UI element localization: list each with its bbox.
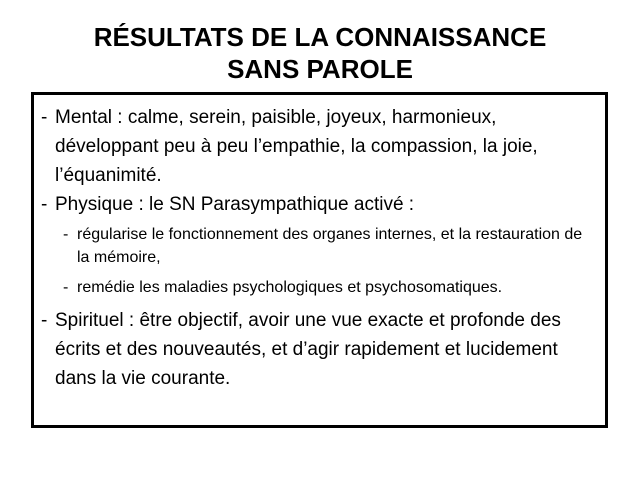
bullet-mental-text: Mental : calme, serein, paisible, joyeux, harmonieux, développant peu à peu l’empathie, la compassion, la joie, l’équanimité. — [55, 107, 538, 186]
dash-bullet-marker: - — [63, 279, 69, 296]
slide-title — [0, 0, 640, 85]
sub-bullet-remedie — [63, 276, 593, 299]
dash-bullet-marker: - — [41, 107, 48, 128]
bullet-spirituel-text: Spirituel : être objectif, avoir une vue exacte et profonde des écrits et des nouveautés, et d’agir rapidement et lucidement dans la vie courante. — [55, 310, 561, 389]
slide-title-line-2: SANS PAROLE — [227, 54, 413, 84]
sub-bullet-regularise-text: régularise le fonctionnement des organes internes, et la restauration de la mémoire, — [77, 226, 583, 266]
dash-bullet-marker: - — [63, 226, 69, 243]
dash-bullet-marker: - — [41, 310, 48, 331]
bullet-mental — [41, 103, 593, 190]
bullet-physique — [41, 190, 593, 219]
sub-bullet-remedie-text: remédie les maladies psychologiques et psychosomatiques. — [77, 279, 503, 296]
sub-bullet-regularise — [63, 223, 593, 269]
bullet-physique-text: Physique : le SN Parasympathique activé : — [55, 194, 415, 215]
slide-title-line-1: RÉSULTATS DE LA CONNAISSANCE — [93, 22, 547, 52]
physique-sub-bullet-list — [63, 223, 593, 299]
dash-bullet-marker: - — [41, 194, 48, 215]
bullet-spirituel — [41, 306, 593, 393]
content-box — [31, 92, 608, 428]
